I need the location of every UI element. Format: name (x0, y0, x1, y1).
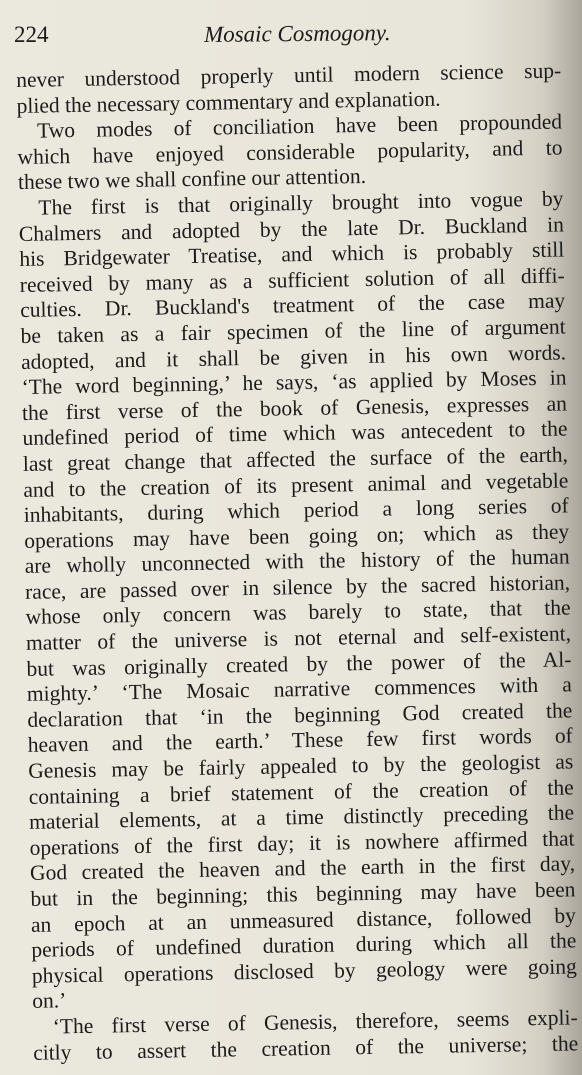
text-line: matter of the universe is not eternal and self-existent, (25, 621, 572, 655)
text-line: periods of undefined duration during which all the (31, 928, 577, 963)
text-line: which have enjoyed considerable popularity, and to (17, 135, 563, 169)
text-line: be taken as a fair specimen of the line of argument (20, 314, 566, 348)
text-line: on.’ (32, 988, 67, 1014)
text-line: never understood properly until modern science sup- (16, 58, 562, 92)
text-line: ‘The word beginning,’ he says, ‘as applied by Moses in (21, 365, 567, 400)
text-line: adopted, and it shall be given in his own words. (20, 339, 567, 374)
text-line: inhabitants, during which period a long series of (23, 493, 569, 528)
running-head: Mosaic Cosmogony. (203, 20, 391, 47)
text-line: and to the creation of its present animal and vegetable (23, 467, 569, 502)
text-line: operations of the first day; it is nowhere affirmed that (29, 826, 575, 860)
text-line: operations may have been going on; which as they (24, 519, 570, 553)
text-line: are wholly unconnected with the history of the human (24, 544, 570, 579)
text-line: the first verse of the book of Genesis, expresses an (21, 391, 568, 425)
text-line: Chalmers and adopted by the late Dr. Buckland in (18, 212, 565, 246)
text-line: citly to assert the creation of the universe; the (32, 1030, 579, 1065)
text-line: his Bridgewater Treatise, and which is probably still (19, 237, 565, 272)
text-line: The first is that originally brought into vogue by (38, 186, 564, 220)
text-line: but was originally created by the power of the Al- (26, 647, 572, 681)
text-line: received by many as a sufficient solution of all diffi- (19, 263, 565, 297)
text-line: these two we shall confine our attention. (17, 164, 367, 195)
text-line: ‘The first verse of Genesis, therefore, seems expli- (52, 1005, 578, 1039)
text-line: physical operations disclosed by geology were going (31, 954, 577, 988)
text-line: Genesis may be fairly appealed to by the geologist as (28, 749, 574, 783)
text-line: Two modes of conciliation have been propounded (36, 109, 563, 143)
body-text (16, 58, 578, 1066)
text-line: mighty.’ ‘The Mosaic narrative commences with a (26, 672, 573, 707)
text-line: last great change that affected the surface of the earth, (22, 442, 569, 476)
text-line: declaration that ‘in the beginning God created the (27, 698, 573, 732)
text-line: whose only concern was barely to state, that the (25, 595, 571, 630)
text-line: race, are passed over in silence by the sacred historian, (24, 570, 571, 604)
text-line: an epoch at an unmeasured distance, followed by (30, 902, 577, 937)
text-line: culties. Dr. Buckland's treatment of the case may (20, 288, 566, 323)
text-line: containing a brief statement of the creation of the (28, 775, 574, 809)
page-number: 224 (14, 22, 49, 47)
text-line: plied the necessary commentary and explanation. (16, 86, 441, 118)
text-line: God created the heaven and the earth in the first day, (29, 851, 576, 886)
text-line: material elements, at a time distinctly preceding the (28, 800, 575, 835)
text-line: heaven and the earth.’ These few first words of (27, 723, 573, 758)
text-line: undefined period of time which was antecedent to the (22, 416, 568, 451)
text-line: but in the beginning; this beginning may have been (30, 877, 576, 911)
page-header (14, 22, 562, 52)
